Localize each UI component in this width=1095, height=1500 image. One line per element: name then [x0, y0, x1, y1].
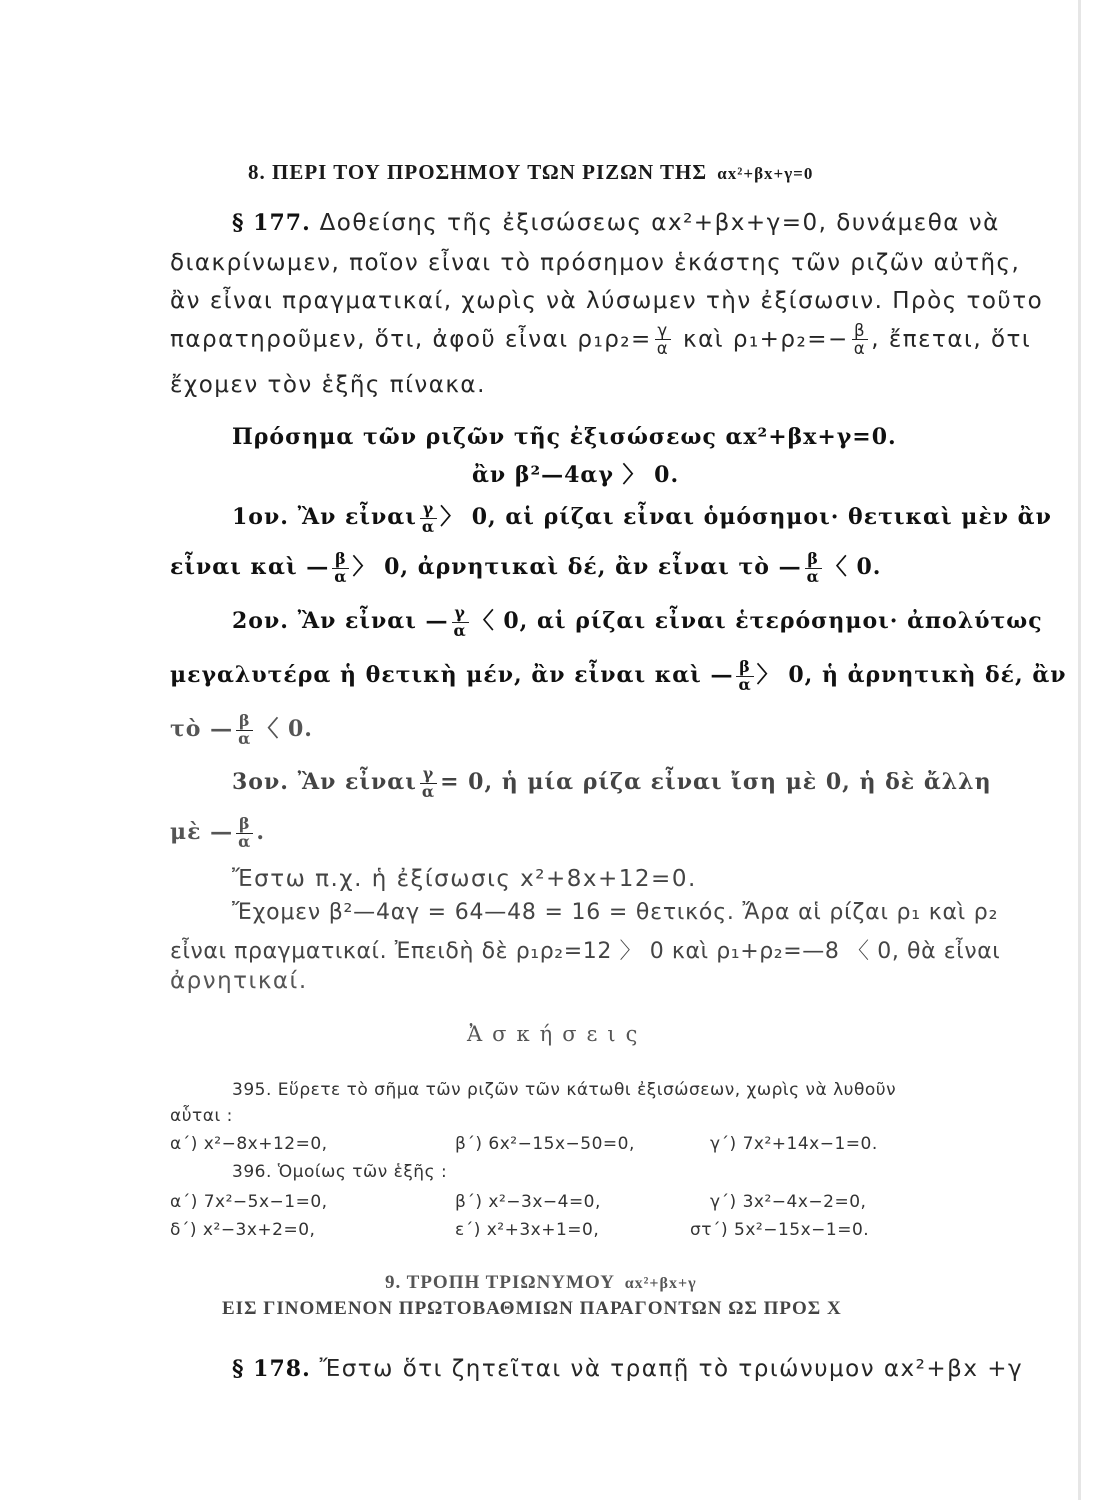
case-3-line-2 [170, 816, 265, 850]
exercise-396-d: δ΄) x²−3x+2=0, [170, 1220, 316, 1240]
fraction-gamma-over-alpha: $\frac{\gamma}{\alpha}$ [421, 764, 436, 801]
case-2-text-b: 〈 0, αἱ ρίζαι εἶναι ἑτερόσημοι· ἀπολύτως [471, 608, 1043, 634]
case-2-line-3 [170, 712, 313, 747]
para-177-line-4 [170, 322, 1031, 358]
exercise-395-a: α΄) x²−8x+12=0, [170, 1134, 328, 1154]
section-9-heading-line-2: ΕΙΣ ΓΙΝΟΜΕΝΟΝ ΠΡΩΤΟΒΑΘΜΙΩΝ ΠΑΡΑΓΟΝΤΩΝ ΩΣ ΠΡΟΣ Χ [222, 1298, 842, 1319]
section-8-equation: αx²+βx+γ=0 [717, 164, 814, 183]
case-3-text-d: . [256, 819, 265, 846]
case-2-text-a: 2ον. Ἂν εἶναι — [232, 608, 449, 634]
case-2-line-2 [170, 658, 1067, 693]
para-177-line-2: διακρίνωμεν, ποῖον εἶναι τὸ πρόσημον ἑκάστης τῶν ριζῶν αὐτῆς, [170, 250, 1021, 276]
fraction-beta-over-alpha: $\frac{\beta}{\alpha}$ [238, 710, 252, 748]
para-178-line-1 [232, 1356, 1023, 1382]
case-3-text-b: = 0, ἡ μία ρίζα εἶναι ἴση μὲ 0, ἡ δὲ ἄλλη [440, 769, 992, 796]
para-177-text-4c: , ἔπεται, ὅτι [871, 326, 1032, 353]
case-3-text-c: μὲ — [170, 819, 234, 846]
fraction-beta-over-alpha: $\frac{\beta}{\alpha}$ [334, 548, 348, 586]
para-177-line-5: ἔχομεν τὸν ἑξῆς πίνακα. [170, 372, 486, 398]
para-177-line-3: ἂν εἶναι πραγματικαί, χωρὶς νὰ λύσωμεν τὴν ἐξίσωσιν. Πρὸς τοῦτο [170, 288, 1044, 314]
case-1-text-e: 〈 0. [824, 554, 882, 580]
para-177-text-4b: καὶ ρ₁+ρ₂=− [683, 326, 849, 353]
fraction-gamma-over-alpha: $\frac{\gamma}{\alpha}$ [453, 602, 467, 640]
para-178-label: § 178. [232, 1356, 311, 1382]
exercise-396-e: ε΄) x²+3x+1=0, [455, 1220, 600, 1240]
case-2-text-c: μεγαλυτέρα ἡ θετικὴ μέν, ἂν εἶναι καὶ — [170, 662, 734, 688]
exercise-396-b: β΄) x²−3x−4=0, [455, 1192, 601, 1212]
exercises-title: Ἀσκήσεις [467, 1022, 648, 1046]
section-8-title: 8. ΠΕΡΙ ΤΟΥ ΠΡΟΣΗΜΟΥ ΤΩΝ ΡΙΖΩΝ ΤΗΣ [248, 160, 708, 184]
example-line-2: Ἔχομεν β²—4αγ = 64—48 = 16 = θετικός. Ἄρα αἱ ρίζαι ρ₁ καὶ ρ₂ [232, 900, 999, 925]
example-line-3: εἶναι πραγματικαί. Ἐπειδὴ δὲ ρ₁ρ₂=12 〉 0 καὶ ρ₁+ρ₂=—8 〈 0, θὰ εἶναι [170, 939, 1001, 964]
exercise-396-a: α΄) 7x²−5x−1=0, [170, 1192, 328, 1212]
case-1-text-a: 1ον. Ἂν εἶναι [232, 504, 417, 530]
example-line-4: ἀρνητικαί. [170, 968, 308, 994]
table-condition: ἂν β²—4αγ 〉 0. [472, 462, 680, 488]
exercise-395-line-1: 395. Εὕρετε τὸ σῆμα τῶν ριζῶν τῶν κάτωθι ἐξισώσεων, χωρὶς νὰ λυθοῦν [232, 1080, 897, 1100]
para-177-line-1 [232, 210, 1000, 236]
exercise-396-title: 396. Ὁμοίως τῶν ἑξῆς : [232, 1162, 448, 1182]
case-1-line-2 [170, 550, 881, 585]
example-line-1: Ἔστω π.χ. ἡ ἐξίσωσις x²+8x+12=0. [232, 866, 697, 892]
case-2-text-e: τὸ — [170, 716, 234, 742]
fraction-beta-over-alpha: $\frac{\beta}{\alpha}$ [853, 321, 867, 359]
section-8-heading [248, 160, 813, 185]
table-title: Πρόσημα τῶν ριζῶν τῆς ἐξισώσεως αx²+βx+γ=0. [232, 424, 897, 450]
page-edge [1078, 0, 1081, 1500]
case-3-line-1 [232, 766, 992, 800]
section-9-title: 9. ΤΡΟΠΗ ΤΡΙΩΝΥΜΟΥ [385, 1272, 615, 1293]
para-178-text: Ἔστω ὅτι ζητεῖται νὰ τραπῇ τὸ τριώνυμον αx²+βx +γ [319, 1356, 1024, 1382]
exercise-395-c: γ΄) 7x²+14x−1=0. [710, 1134, 878, 1154]
para-177-label: § 177. [232, 210, 311, 236]
case-2-text-f: 〈 0. [256, 716, 313, 742]
exercise-396-c: γ΄) 3x²−4x−2=0, [710, 1192, 867, 1212]
section-9-equation: αx²+βx+γ [624, 1275, 697, 1292]
case-1-line-1 [232, 500, 1052, 535]
case-1-text-c: εἶναι καὶ — [170, 554, 330, 580]
case-2-text-d: 〉 0, ἡ ἀρνητικὴ δέ, ἂν [756, 662, 1067, 688]
para-177-text-4a: παρατηροῦμεν, ὅτι, ἀφοῦ εἶναι ρ₁ρ₂= [170, 326, 652, 353]
case-3-text-a: 3ον. Ἂν εἶναι [232, 769, 417, 796]
para-177-text-1: Δοθείσης τῆς ἐξισώσεως αx²+βx+γ=0, δυνάμεθα νὰ [319, 210, 1000, 236]
fraction-beta-over-alpha: $\frac{\beta}{\alpha}$ [738, 656, 752, 694]
fraction-gamma-over-alpha: $\frac{\gamma}{\alpha}$ [656, 321, 670, 359]
exercise-395-b: β΄) 6x²−15x−50=0, [455, 1134, 635, 1154]
fraction-beta-over-alpha: $\frac{\beta}{\alpha}$ [806, 548, 820, 586]
exercise-396-f: στ΄) 5x²−15x−1=0. [690, 1220, 870, 1240]
case-1-text-b: 〉 0, αἱ ρίζαι εἶναι ὁμόσημοι· θετικαὶ μὲν ἂν [440, 504, 1052, 530]
section-9-heading-line-1 [385, 1272, 697, 1294]
fraction-gamma-over-alpha: $\frac{\gamma}{\alpha}$ [421, 498, 436, 536]
exercise-395-line-2: αὗται : [170, 1106, 233, 1126]
fraction-beta-over-alpha: $\frac{\beta}{\alpha}$ [238, 814, 252, 851]
case-1-text-d: 〉 0, ἀρνητικαὶ δέ, ἂν εἶναι τὸ — [352, 554, 802, 580]
case-2-line-1 [232, 604, 1043, 639]
